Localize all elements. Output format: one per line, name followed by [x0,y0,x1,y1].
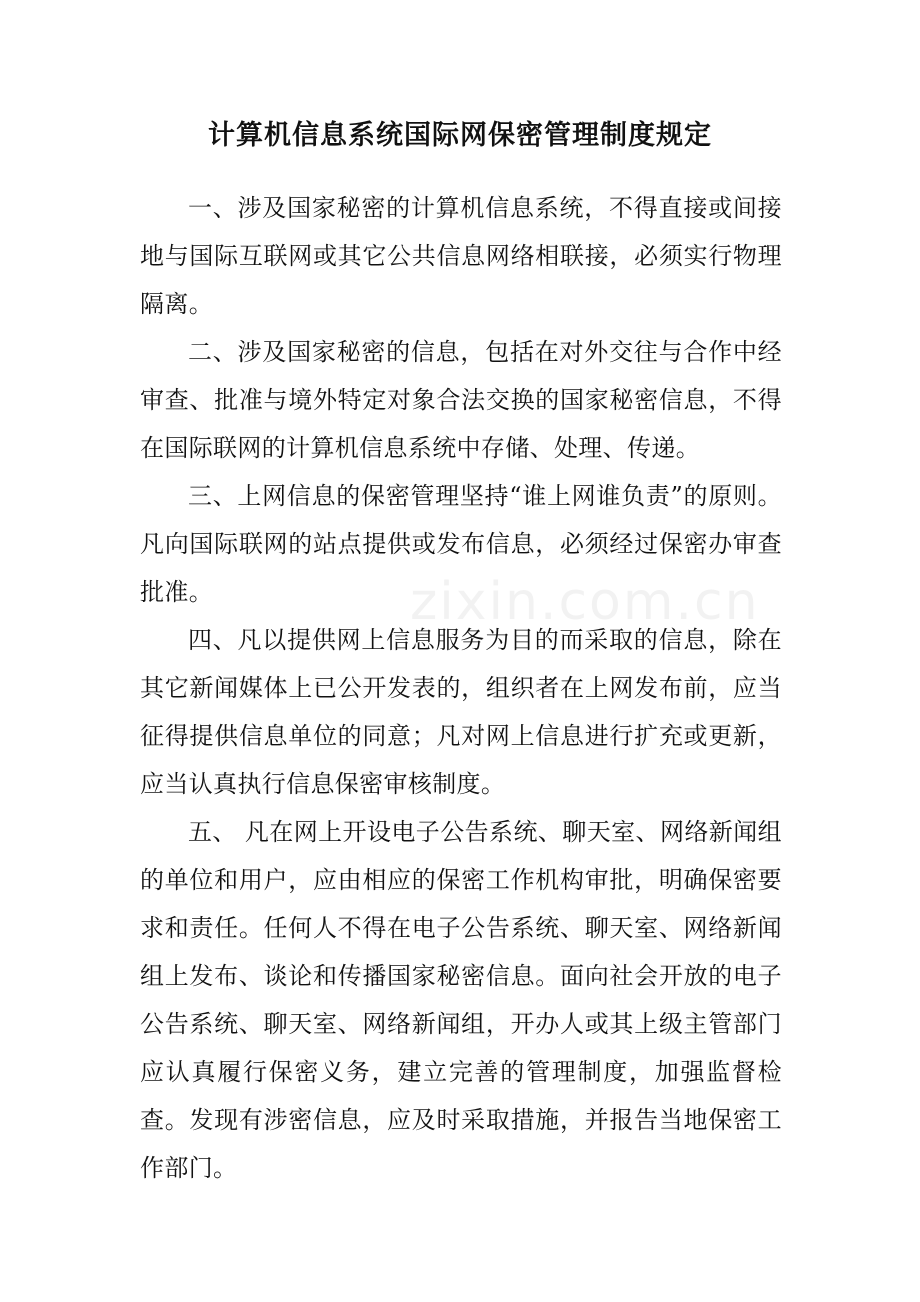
paragraph-4: 四、凡以提供网上信息服务为目的而采取的信息，除在其它新闻媒体上已公开发表的，组织者在上网发布前，应当征得提供信息单位的同意；凡对网上信息进行扩充或更新，应当认真执行信息保密审核制度。 [140,626,782,798]
paragraph-2: 二、涉及国家秘密的信息，包括在对外交往与合作中经审查、批准与境外特定对象合法交换的国家秘密信息，不得在国际联网的计算机信息系统中存储、处理、传递。 [140,338,782,462]
document-body [140,184,782,1192]
paragraph-5: 五、 凡在网上开设电子公告系统、聊天室、网络新闻组的单位和用户，应由相应的保密工作机构审批，明确保密要求和责任。任何人不得在电子公告系统、聊天室、网络新闻组上发布、谈论和传播国家秘密信息。面向社会开放的电子公告系统、聊天室、网络新闻组，开办人或其上级主管部门应认真履行保密义务，建立完善的管理制度，加强监督检查。发现有涉密信息，应及时采取措施，并报告当地保密工作部门。 [140,818,782,1182]
paragraph-1: 一、涉及国家秘密的计算机信息系统，不得直接或间接地与国际互联网或其它公共信息网络相联接，必须实行物理隔离。 [140,194,782,318]
document-title: 计算机信息系统国际网保密管理制度规定 [208,120,712,151]
paragraph-3: 三、上网信息的保密管理坚持“谁上网谁负责”的原则。凡向国际联网的站点提供或发布信息，必须经过保密办审查批准。 [140,482,782,606]
watermark-text: zixin.com.cn [410,572,760,632]
